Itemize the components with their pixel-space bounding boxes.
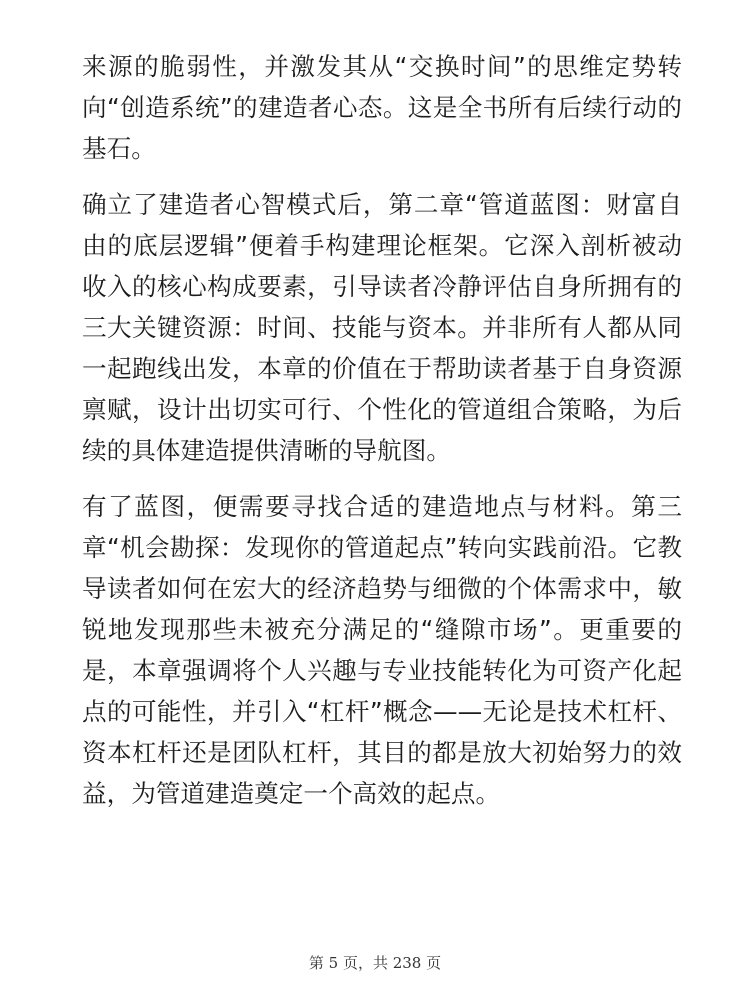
paragraph-3: 有了蓝图，便需要寻找合适的建造地点与材料。第三章“机会勘探：发现你的管道起点”转向实践前沿。它教导读者如何在宏大的经济趋势与细微的个体需求中，敏锐地发现那些未被充分满足的“缝隙市场”。更重要的是，本章强调将个人兴趣与专业技能转化为可资产化起点的可能性，并引入“杠杆”概念——无论是技术杠杆、资本杠杆还是团队杠杆，其目的都是放大初始努力的效益，为管道建造奠定一个高效的起点。	[82, 492, 682, 808]
page-number-footer: 第 5 页，共 238 页	[308, 954, 442, 972]
body-text	[82, 46, 682, 814]
paragraph-2: 确立了建造者心智模式后，第二章“管道蓝图：财富自由的底层逻辑”便着手构建理论框架。它深入剖析被动收入的核心构成要素，引导读者冷静评估自身所拥有的三大关键资源：时间、技能与资本。并非所有人都从同一起跑线出发，本章的价值在于帮助读者基于自身资源禀赋，设计出切实可行、个性化的管道组合策略，为后续的具体建造提供清晰的导航图。	[82, 190, 682, 465]
paragraph-1: 来源的脆弱性，并激发其从“交换时间”的思维定势转向“创造系统”的建造者心态。这是全书所有后续行动的基石。	[82, 52, 682, 163]
